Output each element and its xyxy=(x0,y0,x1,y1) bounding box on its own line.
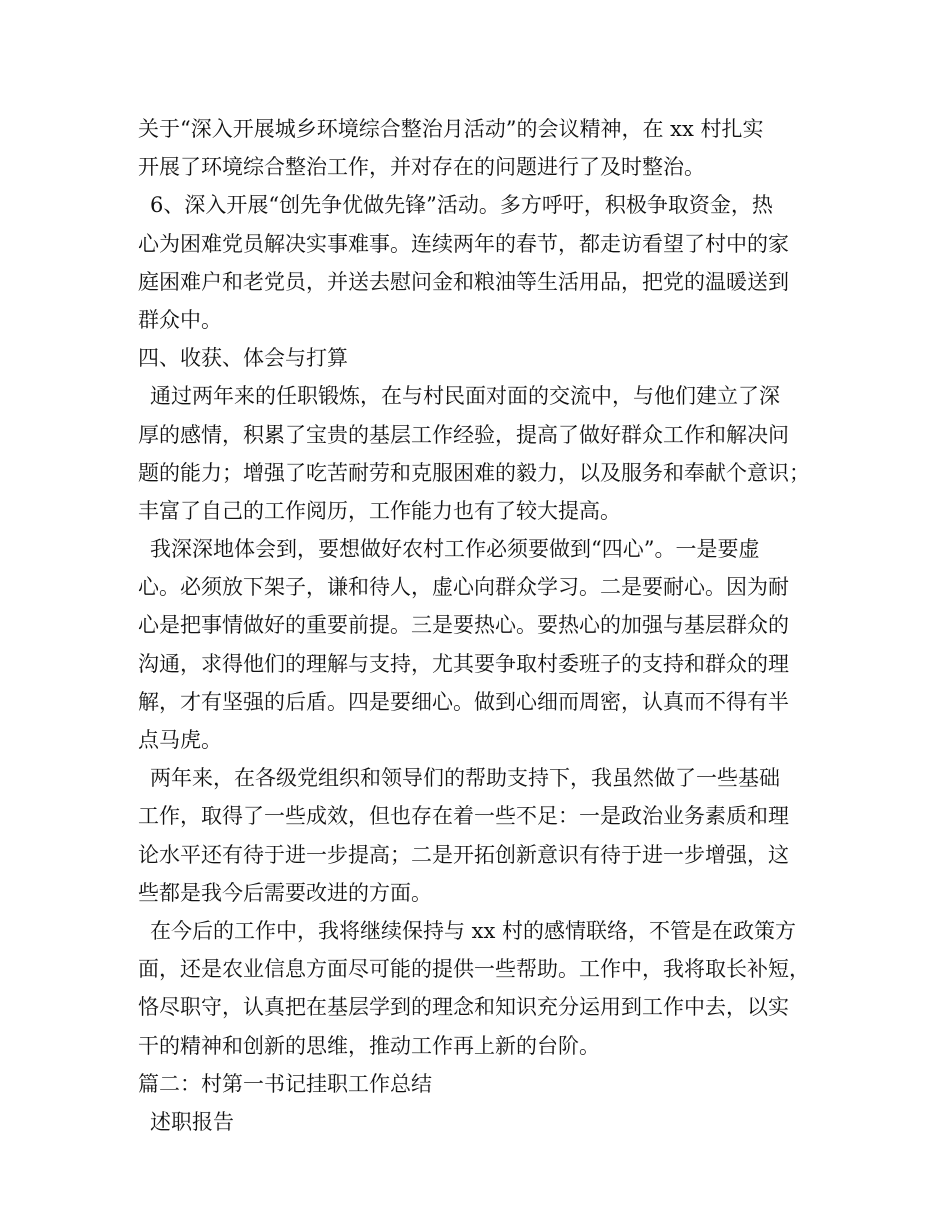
text-line: 沟通，求得他们的理解与支持，尤其要争取村委班子的支持和群众的理 xyxy=(138,651,789,676)
text-line: 述职报告 xyxy=(150,1109,234,1134)
text-line: 恪尽职守，认真把在基层学到的理念和知识充分运用到工作中去，以实 xyxy=(138,995,789,1020)
text-line: 干的精神和创新的思维，推动工作再上新的台阶。 xyxy=(138,1033,600,1058)
text-line: 在今后的工作中，我将继续保持与 xx 村的感情联络，不管是在政策方 xyxy=(150,918,797,943)
text-line: 论水平还有待于进一步提高；二是开拓创新意识有待于进一步增强，这 xyxy=(138,842,789,867)
text-line: 点马虎。 xyxy=(138,728,222,752)
text-line: 群众中。 xyxy=(138,307,222,332)
text-line: 面，还是农业信息方面尽可能的提供一些帮助。工作中，我将取长补短， xyxy=(138,957,810,982)
text-line: 6、深入开展“创先争优做先锋”活动。多方呼吁，积极争取资金，热 xyxy=(150,193,773,218)
text-line: 些都是我今后需要改进的方面。 xyxy=(138,880,432,905)
text-line: 解，才有坚强的后盾。四是要细心。做到心细而周密，认真而不得有半 xyxy=(138,689,789,714)
text-line: 庭困难户和老党员，并送去慰问金和粮油等生活用品，把党的温暖送到 xyxy=(138,269,789,294)
text-line: 题的能力；增强了吃苦耐劳和克服困难的毅力，以及服务和奉献个意识； xyxy=(138,460,810,485)
text-line: 通过两年来的任职锻炼，在与村民面对面的交流中，与他们建立了深 xyxy=(150,384,780,409)
text-line: 关于“深入开展城乡环境综合整治月活动”的会议精神，在 xx 村扎实 xyxy=(138,117,764,141)
document-body xyxy=(138,110,828,1141)
text-line: 心是把事情做好的重要前提。三是要热心。要热心的加强与基层群众的 xyxy=(138,613,789,638)
text-line: 开展了环境综合整治工作，并对存在的问题进行了及时整治。 xyxy=(138,155,705,180)
text-line: 心为困难党员解决实事难事。连续两年的春节，都走访看望了村中的家 xyxy=(138,231,789,256)
text-line: 我深深地体会到，要想做好农村工作必须要做到“四心”。一是要虚 xyxy=(150,537,760,562)
text-line: 厚的感情，积累了宝贵的基层工作经验，提高了做好群众工作和解决问 xyxy=(138,422,789,447)
text-line: 工作，取得了一些成效，但也存在着一些不足：一是政治业务素质和理 xyxy=(138,804,789,829)
text-line: 篇二：村第一书记挂职工作总结 xyxy=(138,1071,432,1096)
text-line: 丰富了自己的工作阅历，工作能力也有了较大提高。 xyxy=(138,498,621,523)
text-line: 心。必须放下架子，谦和待人，虚心向群众学习。二是要耐心。因为耐 xyxy=(138,575,789,600)
text-line: 四、收获、体会与打算 xyxy=(138,346,348,371)
text-line: 两年来，在各级党组织和领导们的帮助支持下，我虽然做了一些基础 xyxy=(150,766,780,791)
